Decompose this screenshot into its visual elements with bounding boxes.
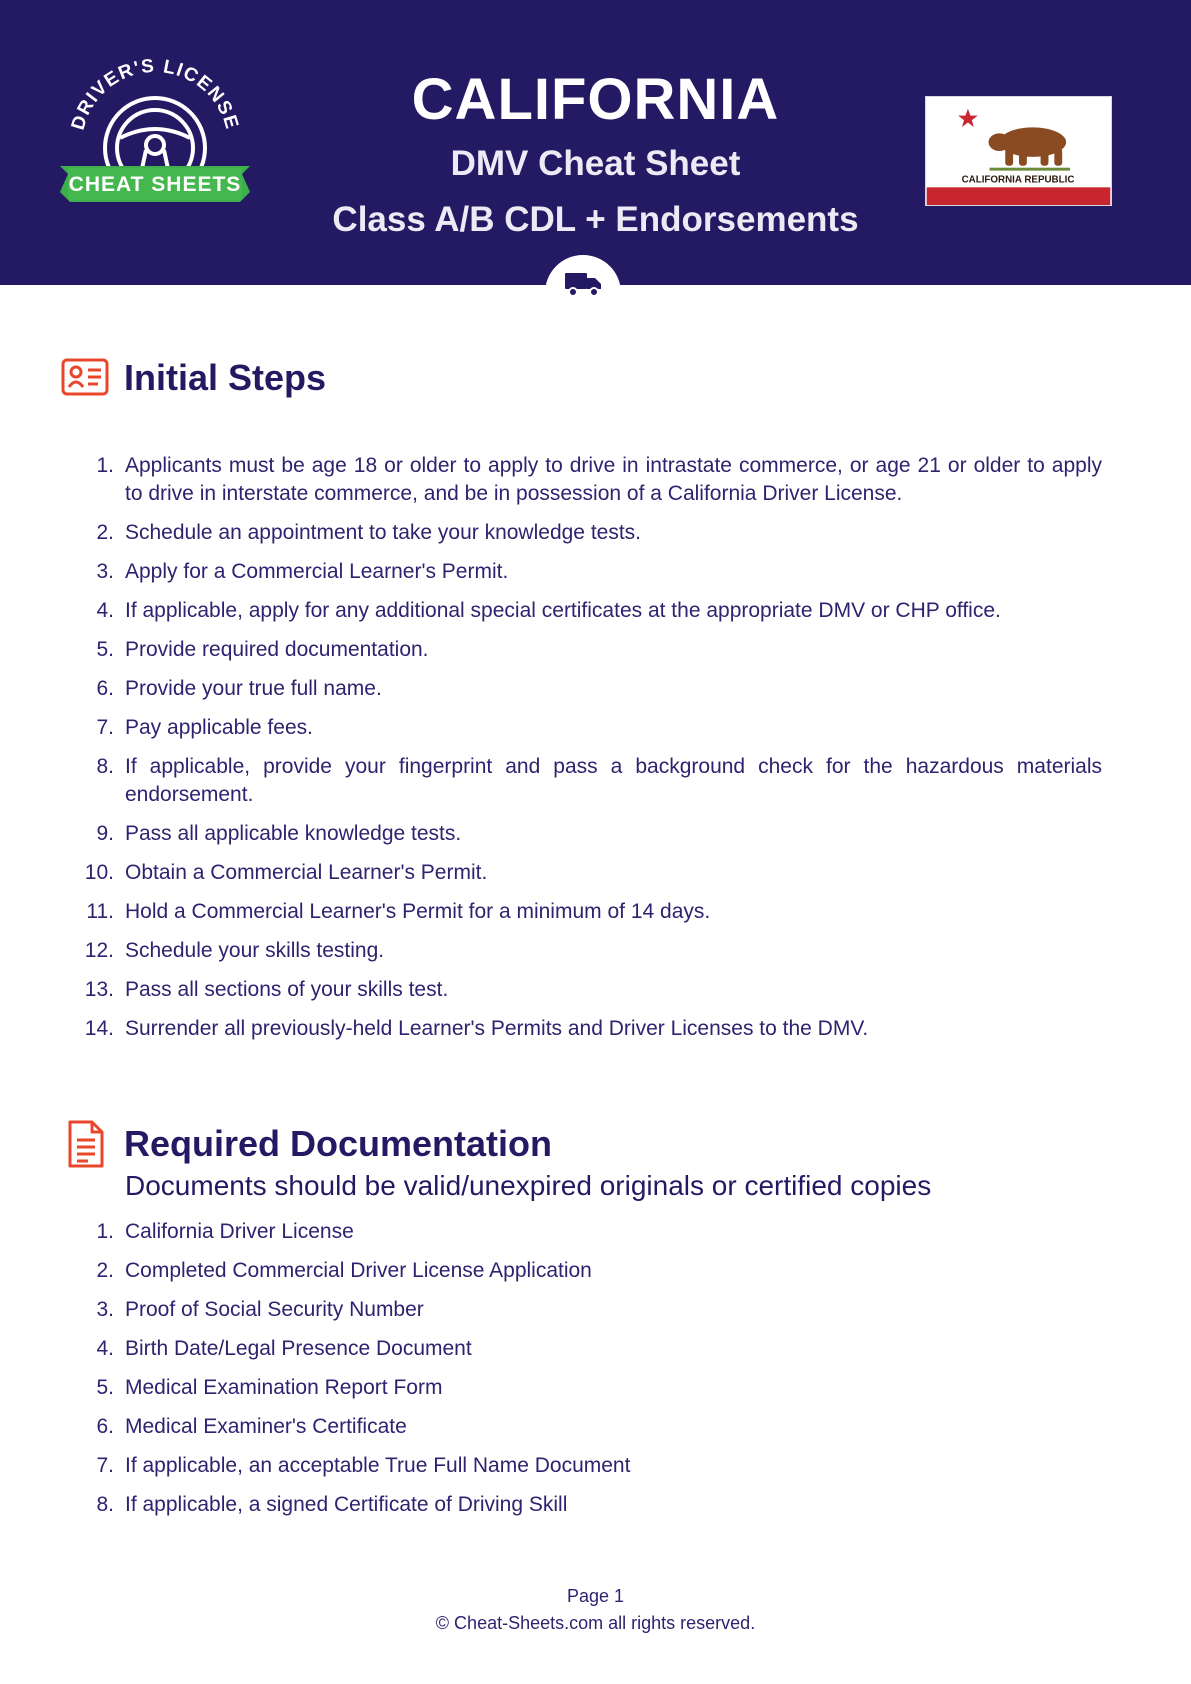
list-item: 4. If applicable, apply for any additional special certificates at the appropriate DMV or CHP office. bbox=[96, 599, 1001, 622]
required-documentation-heading bbox=[60, 1118, 552, 1170]
document-icon bbox=[60, 1118, 112, 1170]
list-item: 3. Proof of Social Security Number bbox=[96, 1298, 424, 1321]
copyright: © Cheat-Sheets.com all rights reserved. bbox=[435, 1613, 756, 1633]
bear-flag-icon bbox=[925, 96, 1112, 206]
list-item: 7. Pay applicable fees. bbox=[96, 716, 313, 739]
list-item: 8. If applicable, provide your fingerprint and pass a background check for the hazardous materials endorsement. bbox=[96, 755, 1102, 806]
list-item: 6. Medical Examiner's Certificate bbox=[96, 1415, 407, 1438]
list-item: 11. Hold a Commercial Learner's Permit for a minimum of 14 days. bbox=[86, 900, 711, 923]
state-title: CALIFORNIA bbox=[411, 67, 780, 132]
truck-icon bbox=[563, 269, 603, 299]
list-item: 13. Pass all sections of your skills test. bbox=[84, 978, 449, 1001]
license-class-title: Class A/B CDL + Endorsements bbox=[332, 200, 859, 239]
list-item: 8. If applicable, a signed Certificate of Driving Skill bbox=[96, 1493, 568, 1516]
list-item: 1. California Driver License bbox=[96, 1220, 354, 1243]
list-item: 7. If applicable, an acceptable True Full Name Document bbox=[96, 1454, 631, 1477]
page-number: Page 1 bbox=[566, 1586, 625, 1606]
initial-steps-heading bbox=[60, 352, 326, 404]
list-item: 4. Birth Date/Legal Presence Document bbox=[96, 1337, 472, 1360]
list-item: 12. Schedule your skills testing. bbox=[84, 939, 385, 962]
list-item: 14. Surrender all previously-held Learner's Permits and Driver Licenses to the DMV. bbox=[84, 1017, 869, 1040]
list-item: 5. Provide required documentation. bbox=[96, 638, 429, 661]
section-subtitle: Documents should be valid/unexpired originals or certified copies bbox=[125, 1170, 932, 1201]
section-title: Initial Steps bbox=[124, 357, 327, 398]
initial-steps-list bbox=[80, 452, 1102, 1054]
list-item: 2. Completed Commercial Driver License Application bbox=[96, 1259, 592, 1282]
list-item: 1. Applicants must be age 18 or older to apply to drive in intrastate commerce, or age 21 or older to apply to drive in interstate commerce, and be in possession of a California Driver License. bbox=[96, 454, 1102, 505]
header-band bbox=[0, 0, 1191, 285]
list-item: 10. Obtain a Commercial Learner's Permit. bbox=[84, 861, 488, 884]
list-item: 6. Provide your true full name. bbox=[96, 677, 382, 700]
id-card-icon bbox=[60, 352, 112, 404]
flag-label: CALIFORNIA REPUBLIC bbox=[961, 174, 1075, 186]
section-title: Required Documentation bbox=[124, 1123, 553, 1164]
list-item: 5. Medical Examination Report Form bbox=[96, 1376, 443, 1399]
logo-banner-text: CHEAT SHEETS bbox=[68, 173, 242, 196]
svg-text:DRIVER'S LICENSE: DRIVER'S LICENSE bbox=[67, 55, 243, 133]
list-item: 9. Pass all applicable knowledge tests. bbox=[96, 822, 462, 845]
list-item: 3. Apply for a Commercial Learner's Permit. bbox=[96, 560, 509, 583]
list-item: 2. Schedule an appointment to take your knowledge tests. bbox=[96, 521, 641, 544]
required-documentation-list bbox=[80, 1218, 1102, 1530]
cheat-sheet-title: DMV Cheat Sheet bbox=[450, 144, 741, 183]
